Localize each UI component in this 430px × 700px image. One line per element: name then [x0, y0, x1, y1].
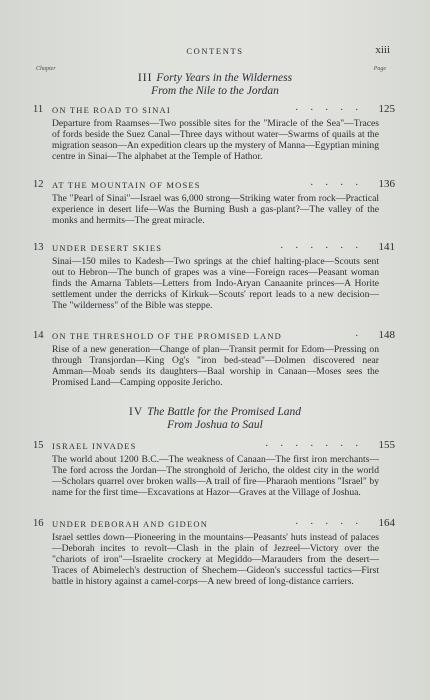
column-head-chapter: Chapter [36, 66, 56, 72]
chapter-entry[interactable] [33, 518, 393, 587]
part-heading-iv [0, 406, 430, 432]
chapter-entry[interactable] [33, 330, 393, 388]
chapter-title: AT THE MOUNTAIN OF MOSES [52, 180, 201, 190]
chapter-title: ON THE THRESHOLD OF THE PROMISED LAND [52, 331, 282, 341]
chapter-number: 11 [33, 104, 44, 115]
dot-leader: . [355, 328, 363, 339]
chapter-page: 141 [378, 241, 395, 253]
chapter-page: 155 [378, 439, 395, 451]
part-subtitle: From the Nile to the Jordan [151, 85, 279, 97]
dot-leader: . . . . [310, 177, 363, 188]
chapter-entry[interactable] [33, 179, 393, 226]
running-title: CONTENTS [186, 46, 244, 56]
chapter-description: Departure from Raamses—Two possible sites for the "Miracle of the Sea"—Traces of fords beside the Suez Canal—Three days without water—Swarms of quails at the migration season—An expedition clears up the mystery of Manna—Egyptian mining centre in Sinai—The alphabet at the Temple of Hathor. [52, 118, 379, 163]
dot-leader: . . . . . . . [265, 438, 363, 449]
chapter-description: Israel settles down—Pioneering in the mountains—Peasants' huts instead of palaces—Deborah incites to revolt—Clash in the plain of Jezreel—Victory over the "chariots of iron"—Israelite crockery at Megiddo—Marauders from the desert—Traces of Abimelech's destruction of Shechem—Gideon's successful tactics—First battle in history against a camel-corps—A new breed of long-distance carriers. [52, 532, 379, 588]
chapter-page: 148 [378, 329, 395, 341]
dot-leader: . . . . . . [280, 240, 363, 251]
chapter-number: 16 [33, 518, 44, 529]
chapter-description: Rise of a new generation—Change of plan—Transit permit for Edom—Pressing on through Transjordan—King Og's "iron bed-stead"—Dolmen discovered near Amman—Moab sends its daughters—Baal worship in Canaan—Moses sees the Promised Land—Camping opposite Jericho. [52, 344, 379, 389]
chapter-description: Sinai—150 miles to Kadesh—Two springs at the chief halting-place—Scouts sent out to Hebron—The bunch of grapes was a vine—Foreign races—Peasant woman finds the Amarna Tablets—Letters from Indo-Aryan Canaanite princes—A Horite settlement under the derricks of Kirkuk—Scouts' report leads to a new decision—The "wilderness" of the Bible was steppe. [52, 256, 379, 312]
chapter-title: ISRAEL INVADES [52, 441, 137, 451]
chapter-description: The world about 1200 B.C.—The weakness of Canaan—The first iron merchants—The ford across the Jordan—The stronghold of Jericho, the oldest city in the world—Scholars quarrel over broken walls—A trail of fire—Pharaoh mentions "Israel" by name for the first time—Excavations at Hazor—Graves at the Village of Joshua. [52, 454, 379, 499]
chapter-number: 12 [33, 179, 44, 190]
dot-leader: . . . . . [295, 516, 363, 527]
part-heading-iii [0, 72, 430, 98]
part-numeral: III [137, 72, 153, 84]
part-title: Forty Years in the Wilderness [156, 72, 293, 84]
part-numeral: IV [129, 406, 144, 418]
chapter-number: 15 [33, 440, 44, 451]
chapter-entry[interactable] [33, 242, 393, 311]
chapter-title: UNDER DEBORAH AND GIDEON [52, 519, 209, 529]
part-subtitle: From Joshua to Saul [167, 419, 263, 431]
chapter-entry[interactable] [33, 104, 393, 162]
chapter-description: The "Pearl of Sinai"—Israel was 6,000 strong—Striking water from rock—Practical experience in desert life—Was the Burning Bush a gas-plant?—The valley of the monks and hermits—The great miracle. [52, 193, 379, 227]
chapter-entry[interactable] [33, 440, 393, 498]
chapter-number: 13 [33, 242, 44, 253]
chapter-page: 136 [378, 178, 395, 190]
chapter-page: 125 [378, 103, 395, 115]
chapter-title: UNDER DESERT SKIES [52, 243, 163, 253]
dot-leader: . . . . . [295, 102, 363, 113]
column-head-page: Page [373, 66, 386, 72]
chapter-number: 14 [33, 330, 44, 341]
part-title: The Battle for the Promised Land [147, 406, 301, 418]
chapter-title: ON THE ROAD TO SINAI [52, 105, 171, 115]
page-number: xiii [375, 44, 390, 56]
chapter-page: 164 [378, 517, 395, 529]
